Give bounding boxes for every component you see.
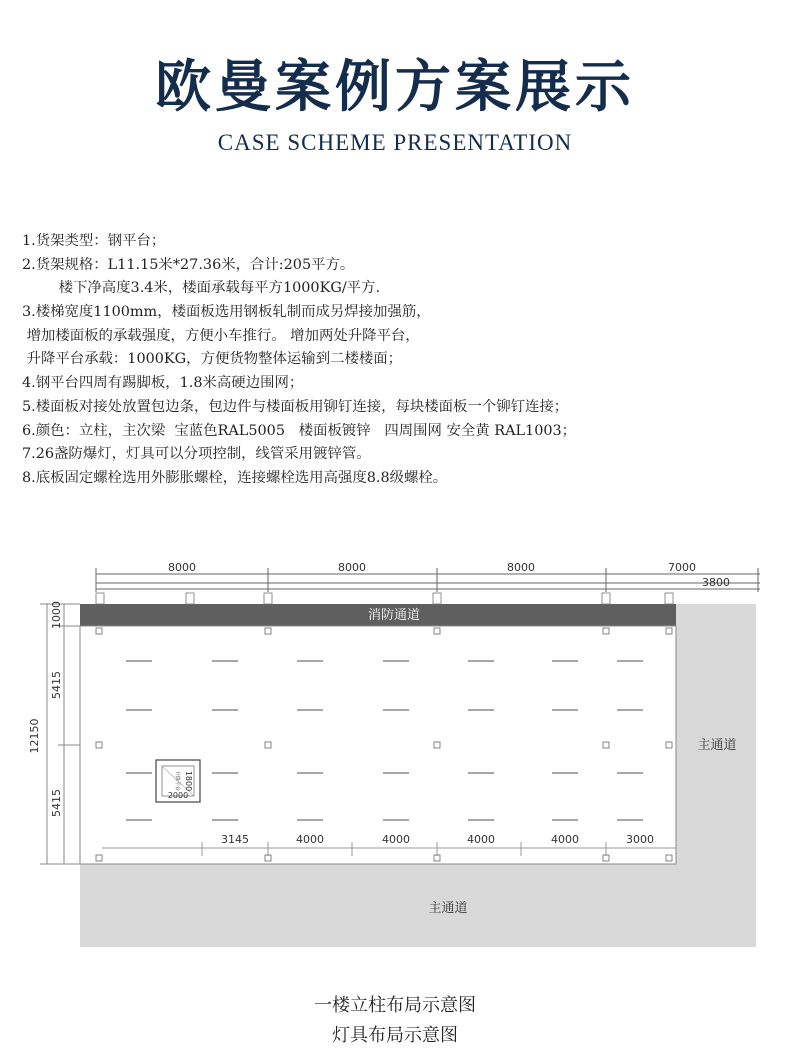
column-marker — [265, 628, 271, 634]
floor-plan-drawing — [0, 550, 790, 960]
lift-platform — [156, 760, 200, 802]
spec-item: 3.楼梯宽度1100mm，楼面板选用钢板轧制而成另焊接加强筋， — [22, 304, 431, 321]
bottom-dimension: 4000 — [467, 833, 495, 846]
left-total-dimension: 12150 — [28, 718, 41, 754]
spec-item: 6.颜色：立柱，主次梁 宝蓝色RAL5005 楼面板镀锌 四周围网 安全黄 RAL1003； — [22, 422, 577, 439]
floor-plan — [0, 550, 790, 960]
top-post-marker — [96, 593, 104, 604]
top-post-marker — [433, 593, 441, 604]
spec-item: 增加楼面板的承载强度，方便小车推行。 增加两处升降平台， — [22, 327, 420, 344]
bottom-dimension: 4000 — [382, 833, 410, 846]
lift-marker: 升降平台 — [174, 770, 180, 792]
caption-column-layout: 一楼立柱布局示意图 — [314, 995, 476, 1016]
lift-dimension: 2000 — [167, 791, 189, 800]
column-marker — [96, 628, 102, 634]
page-title: 欧曼案例方案展示 — [155, 54, 635, 120]
column-marker — [666, 855, 672, 861]
column-marker — [666, 742, 672, 748]
lamp-markers — [126, 661, 643, 820]
column-marker — [434, 628, 440, 634]
spec-item: 5.楼面板对接处放置包边条，包边件与楼面板用铆钉连接，每块楼面板一个铆钉连接； — [22, 398, 569, 415]
platform-outline — [80, 626, 676, 864]
main-aisle-bottom — [80, 864, 756, 947]
top-dimension: 8000 — [338, 561, 366, 574]
left-dimension-chain — [40, 604, 80, 864]
bottom-dimension: 3000 — [626, 833, 654, 846]
left-dimension: 5415 — [50, 671, 63, 699]
top-post-marker — [186, 593, 194, 604]
spec-item: 1.货架类型：钢平台； — [22, 233, 166, 249]
left-dimension: 1000 — [50, 601, 63, 629]
column-marker — [96, 742, 102, 748]
top-dimension: 8000 — [507, 561, 535, 574]
column-markers — [96, 593, 673, 861]
left-dimension: 5415 — [50, 789, 63, 817]
bottom-dimension: 3145 — [221, 833, 249, 846]
aux-dimension: 3800 — [702, 576, 730, 589]
caption-lamp-layout: 灯具布局示意图 — [332, 1025, 458, 1046]
spec-item: 升降平台承载：1000KG，方便货物整体运输到二楼楼面； — [22, 351, 403, 368]
bottom-dimension: 4000 — [551, 833, 579, 846]
spec-item: 8.底板固定螺栓选用外膨胀螺栓，连接螺栓选用高强度8.8级螺栓。 — [22, 469, 448, 486]
column-marker — [434, 742, 440, 748]
fire-lane-label: 消防通道 — [367, 608, 421, 623]
page-subtitle: CASE SCHEME PRESENTATION — [217, 130, 573, 155]
top-post-marker — [264, 593, 272, 604]
top-post-marker — [665, 593, 673, 604]
main-aisle-right-label: 主通道 — [697, 738, 737, 753]
spec-item: 4.钢平台四周有踢脚板，1.8米高硬边围网； — [22, 375, 304, 392]
spec-item: 7.26盏防爆灯，灯具可以分项控制，线管采用镀锌管。 — [22, 446, 371, 463]
top-dimension: 8000 — [168, 561, 196, 574]
column-marker — [96, 855, 102, 861]
spec-item: 2.货架规格：L11.15米*27.36米，合计:205平方。 — [22, 256, 355, 273]
bottom-dimension: 4000 — [296, 833, 324, 846]
column-marker — [666, 628, 672, 634]
column-marker — [603, 742, 609, 748]
top-dimension: 7000 — [668, 561, 696, 574]
spec-item: 楼下净高度3.4米，楼面承载每平方1000KG/平方. — [22, 280, 381, 297]
column-marker — [603, 628, 609, 634]
spec-list — [22, 230, 782, 491]
column-marker — [265, 742, 271, 748]
top-post-marker — [602, 593, 610, 604]
lift-dimension: 1800 — [184, 770, 193, 792]
main-aisle-bottom-label: 主通道 — [428, 901, 468, 916]
